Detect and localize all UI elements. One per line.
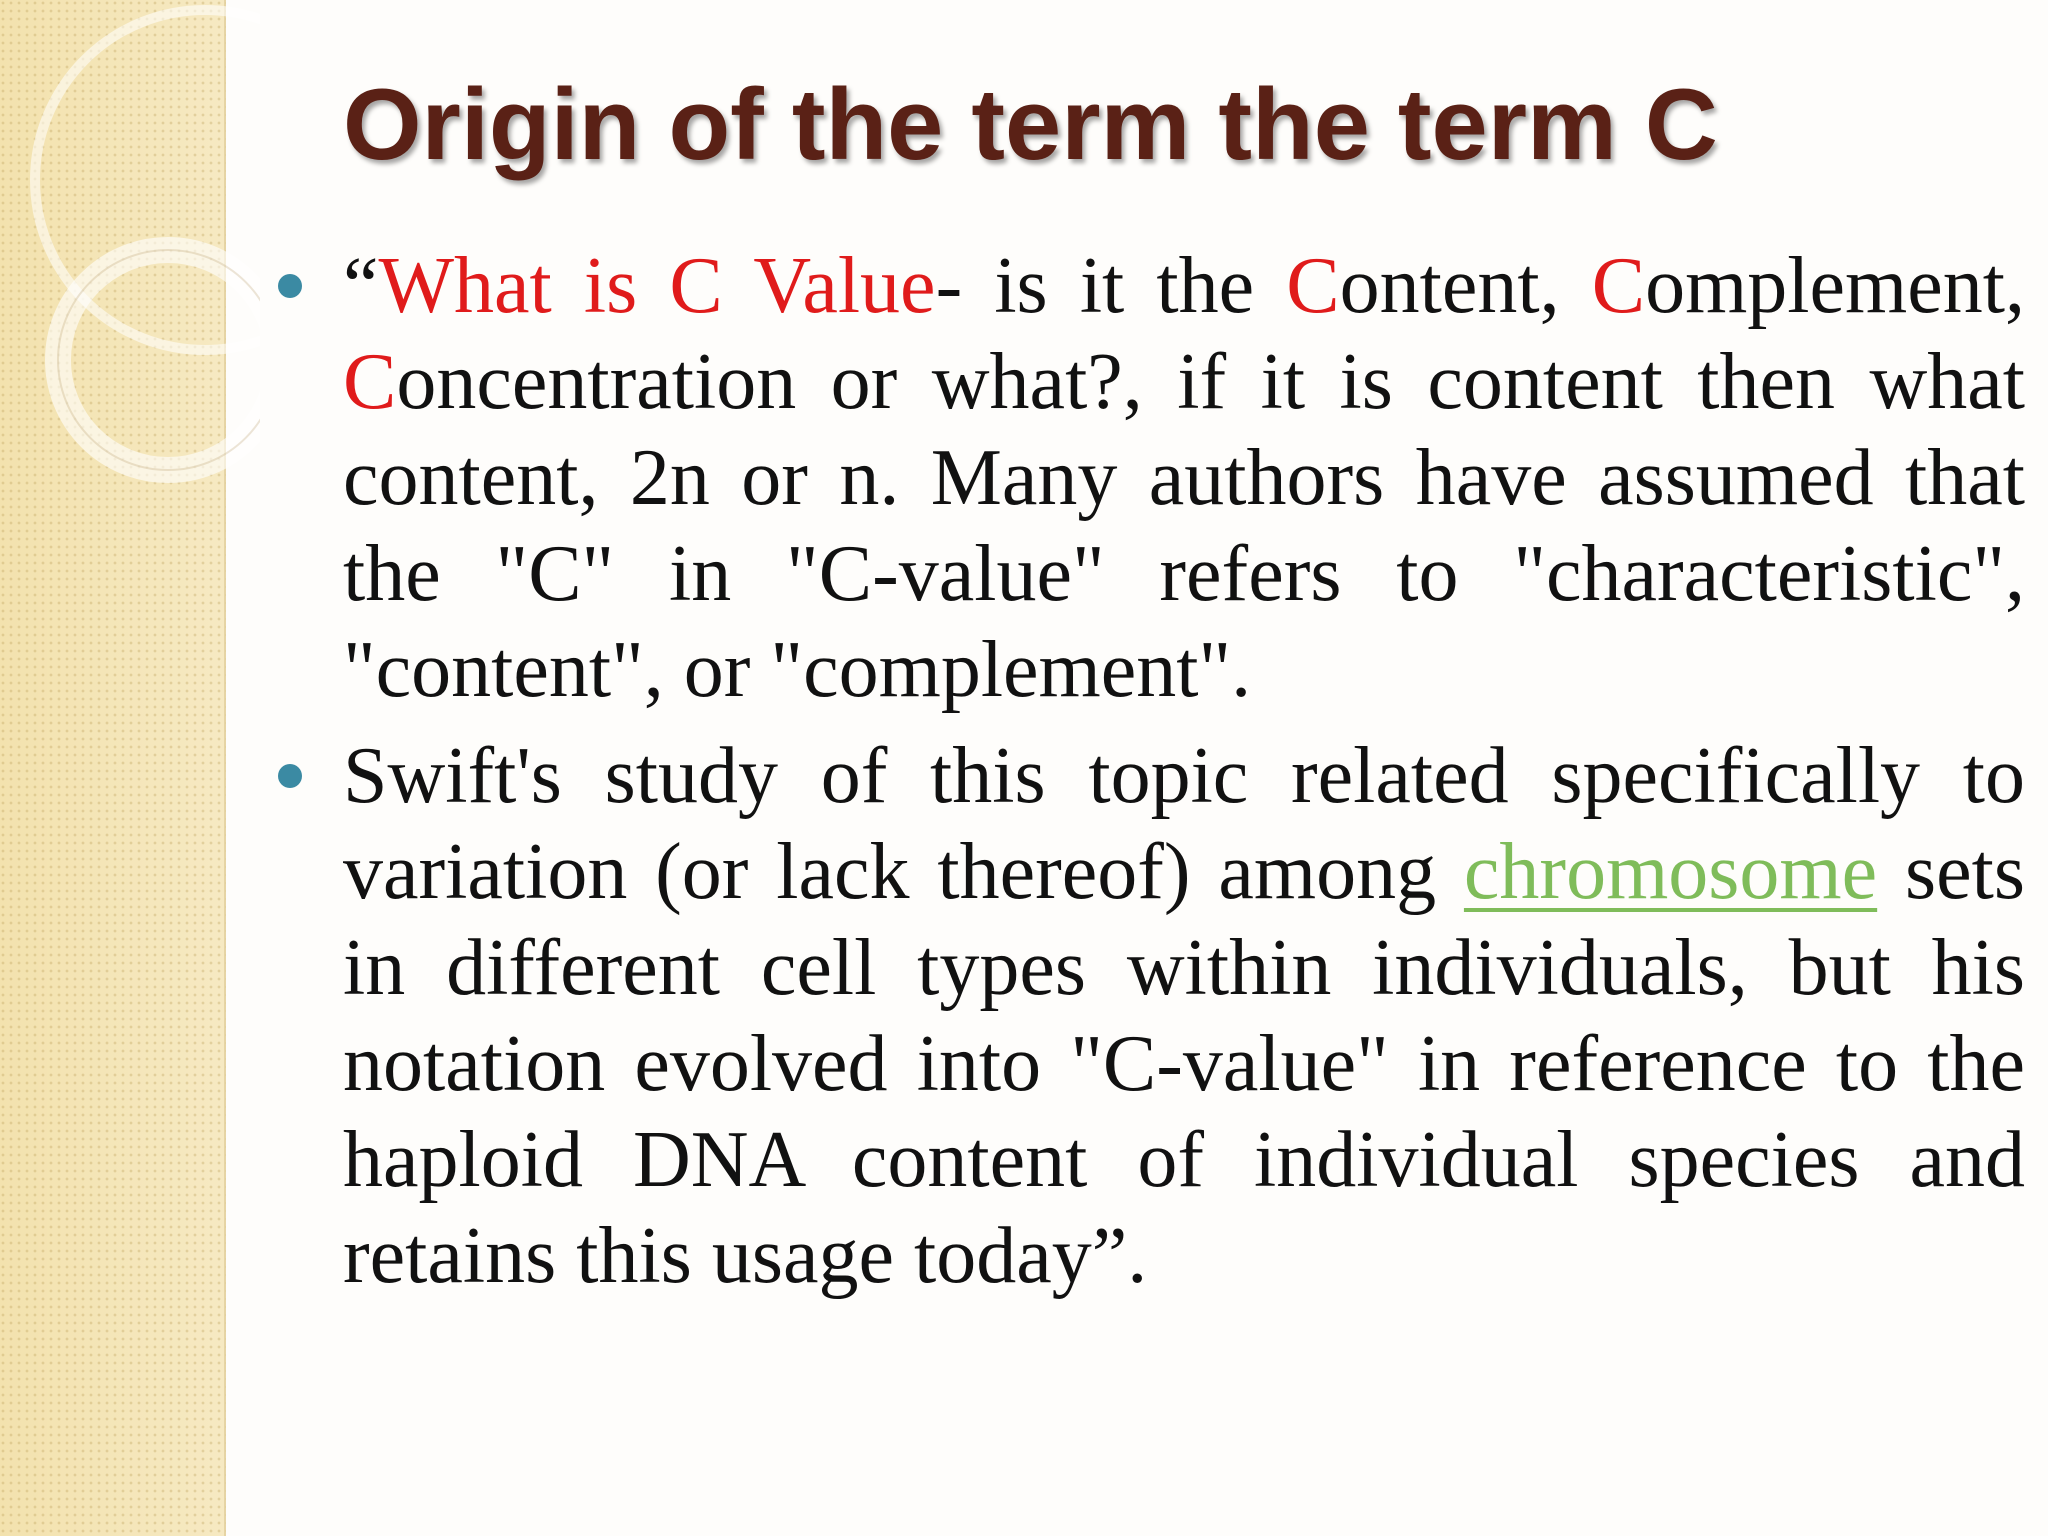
bullet-text — [343, 732, 2025, 1300]
highlight-letter: C — [1286, 242, 1340, 330]
bullet-text — [343, 242, 2025, 714]
bullet-item — [278, 238, 2025, 718]
slide-title: Origin of the term the term C — [343, 69, 1718, 181]
bullet-item — [278, 728, 2025, 1304]
body-text: oncentration or what?, if it is content then what content, 2n or n. Many authors have assumed that the "C" in "C-value" refers to "characteristic", "content", or "complement". — [343, 338, 2025, 714]
body-text: sets in different cell types within individuals, but his notation evolved into "C-value" in reference to the haploid DNA content of individual species and retains this usage today”. — [343, 828, 2026, 1300]
decorative-side-band — [0, 0, 226, 1536]
chromosome-link[interactable]: chromosome — [1463, 828, 1878, 916]
highlight-letter: C — [1591, 242, 1646, 330]
slide-body — [278, 238, 2025, 1314]
body-text: - is it the — [935, 242, 1287, 330]
body-text: omplement, — [1645, 242, 2025, 330]
body-text: Swift's study of this topic related specifically to variation (or lack thereof) among — [343, 732, 2025, 916]
highlight-text: What is C Value — [378, 242, 936, 330]
quote-open: “ — [343, 242, 379, 330]
highlight-letter: C — [343, 338, 397, 426]
bullet-dot-icon — [278, 764, 302, 788]
body-text: ontent, — [1339, 242, 1592, 330]
bullet-dot-icon — [278, 274, 302, 298]
